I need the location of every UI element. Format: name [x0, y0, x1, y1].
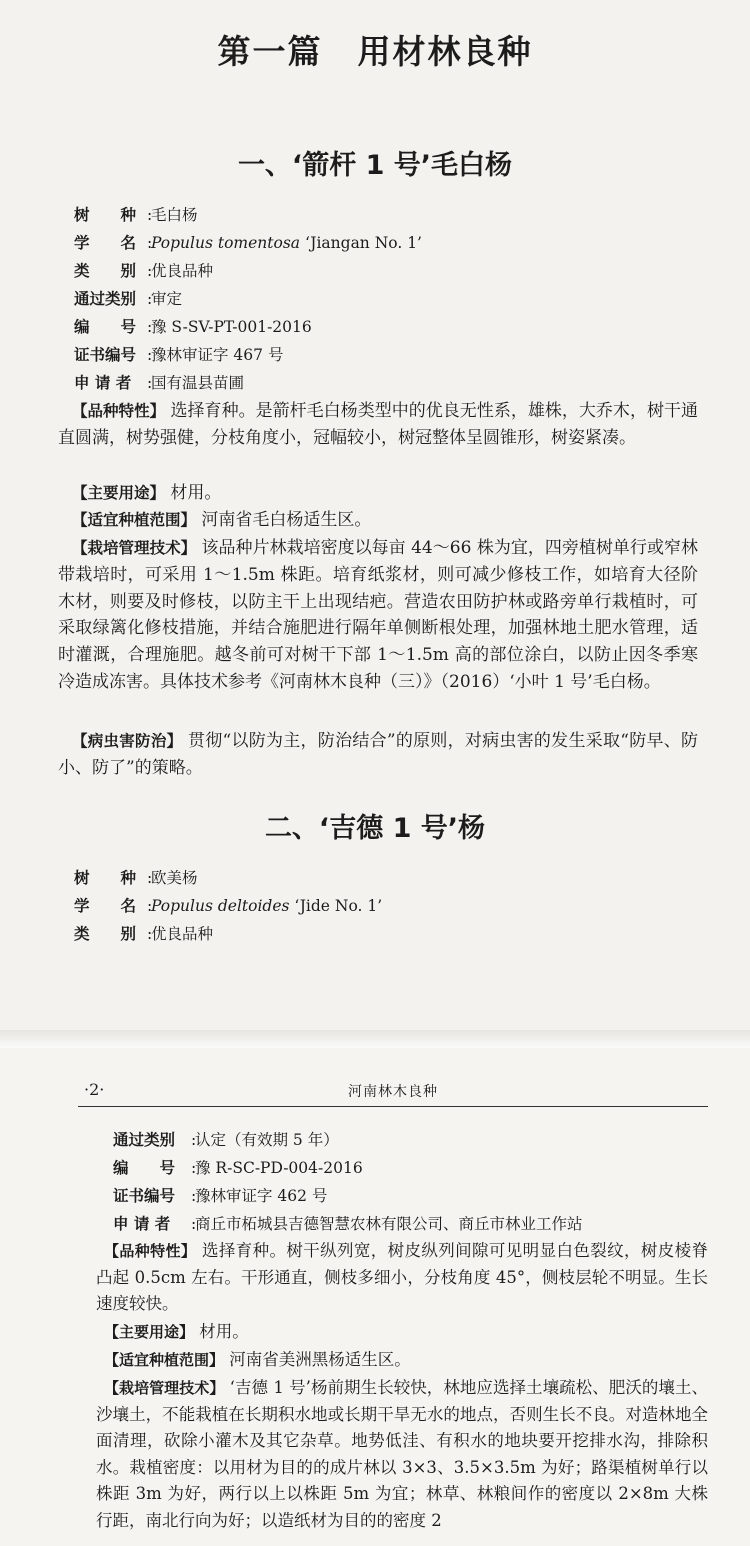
field-certificate: 证书编号 :豫林审证字 467 号	[74, 343, 283, 365]
section-2-title: 二、‘吉德 1 号’杨	[264, 813, 486, 844]
field-scientific-name: 学 名 :Populus tomentosa ‘Jiangan No. 1’	[74, 231, 422, 253]
paragraph-text: 河南省毛白杨适生区。	[201, 510, 372, 530]
paragraph-tag: 【病虫害防治】	[72, 732, 183, 750]
paragraph-characteristics	[58, 398, 698, 452]
page-number: ·2·	[84, 1080, 105, 1099]
field-label: 证书编号	[74, 346, 137, 364]
field-value: ‘Jiangan No. 1’	[304, 234, 422, 252]
paragraph-tag: 【品种特性】	[72, 402, 166, 420]
field-value-italic: Populus deltoides	[151, 897, 290, 915]
paragraph-text: 河南省美洲黑杨适生区。	[229, 1350, 411, 1369]
field-applicant: 申 请 者 :国有温县苗圃	[74, 371, 244, 393]
running-title: 河南林木良种	[348, 1084, 438, 1100]
paragraph-text: 该品种片林栽培密度以每亩 44～66 株为宜，四旁植树单行或窄林带栽培时，可采用 1～1.5m 株距。培育纸浆材，则可减少修枝工作，如培育大径阶木材，则要及时修枝，以防主干上出现结疤。营造农田防护林或路旁单行栽植时，可采取绿篱化修枝措施，并结合施肥进行隔年单侧断根处理，加强林地土肥水管理，适时灌溉，合理施肥。越冬前可对树干下部 1～1.5m 高的部位涂白，以防止因冬季寒冷造成冻害。具体技术参考《河南林木良种（三）》（2016）‘小叶 1 号’毛白杨。	[58, 538, 698, 692]
field-label: 类 别	[74, 925, 137, 943]
field-label: 编 号	[113, 1159, 176, 1177]
paragraph-characteristics	[96, 1238, 708, 1318]
field-approval-type: 通过类别 :审定	[74, 287, 182, 309]
field-value: 认定（有效期 5 年）	[195, 1131, 339, 1149]
field-label: 编 号	[74, 318, 137, 336]
field-applicant: 申 请 者 :商丘市柘城县吉德智慧农林有限公司、商丘市林业工作站	[113, 1212, 583, 1234]
paragraph-planting-range	[58, 507, 698, 534]
paragraph-tag: 【品种特性】	[104, 1242, 197, 1260]
paragraph-pest-control	[58, 728, 698, 782]
field-label: 学 名	[74, 234, 137, 252]
paragraph-text: 材用。	[199, 1322, 249, 1341]
running-header	[78, 1080, 708, 1107]
field-value: 审定	[151, 290, 183, 308]
field-label: 通过类别	[113, 1131, 176, 1149]
field-value-italic: Populus tomentosa	[151, 234, 301, 252]
section-1-title: 一、‘箭杆 1 号’毛白杨	[237, 150, 513, 181]
field-label: 证书编号	[113, 1187, 176, 1205]
paragraph-planting-range	[96, 1347, 708, 1374]
paragraph-tag: 【栽培管理技术】	[104, 1379, 225, 1397]
field-category: 类 别 :优良品种	[74, 259, 213, 281]
field-value: 豫 S-SV-PT-001-2016	[151, 318, 312, 336]
field-value: 欧美杨	[151, 869, 198, 887]
paragraph-text: 选择育种。是箭杆毛白杨类型中的优良无性系，雄株，大乔木，树干通直圆满，树势强健，分枝角度小，冠幅较小，树冠整体呈圆锥形，树姿紧凑。	[58, 401, 698, 448]
field-label: 树 种	[74, 869, 137, 887]
field-value: 优良品种	[151, 925, 214, 943]
paragraph-text: 贯彻“以防为主，防治结合”的原则，对病虫害的发生采取“防早、防小、防了”的策略。	[58, 731, 698, 778]
field-certificate: 证书编号 :豫林审证字 462 号	[113, 1184, 327, 1206]
paragraph-usage	[96, 1319, 708, 1346]
field-label: 树 种	[74, 206, 137, 224]
field-value: 豫 R-SC-PD-004-2016	[195, 1159, 363, 1177]
paragraph-tag: 【适宜种植范围】	[104, 1351, 225, 1369]
paragraph-text: 材用。	[170, 483, 222, 503]
field-approval-type: 通过类别 :认定（有效期 5 年）	[113, 1128, 339, 1150]
field-species-2: 树 种 :欧美杨	[74, 866, 198, 888]
page-bottom	[0, 1048, 750, 1546]
field-label: 申 请 者	[113, 1215, 171, 1233]
field-value: 优良品种	[151, 262, 214, 280]
part-title: 第一篇 用材林良种	[217, 32, 533, 71]
paragraph-cultivation	[96, 1375, 708, 1534]
field-label: 类 别	[74, 262, 137, 280]
paragraph-tag: 【主要用途】	[72, 484, 166, 502]
paragraph-tag: 【栽培管理技术】	[72, 539, 197, 557]
paragraph-usage	[58, 480, 698, 507]
field-value: 豫林审证字 467 号	[151, 346, 284, 364]
paragraph-cultivation	[58, 535, 698, 696]
field-value: 国有温县苗圃	[151, 374, 245, 392]
paragraph-tag: 【主要用途】	[104, 1323, 195, 1341]
field-number: 编 号 :豫 R-SC-PD-004-2016	[113, 1156, 363, 1178]
paragraph-text: ‘吉德 1 号’杨前期生长较快，林地应选择土壤疏松、肥沃的壤土、沙壤土，不能栽植在长期积水地或长期干旱无水的地点，否则生长不良。对造林地全面清理，砍除小灌木及其它杂草。地势低洼、有积水的地块要开挖排水沟，排除积水。栽植密度：以用材为目的的成片林以 3×3、3.5×3.5m 为好；路渠植树单行以株距 3m 为好，两行以上以株距 5m 为宜；林草、林粮间作的密度以 2×8m 大株行距，南北行向为好；以造纸材为目的的密度 2	[96, 1378, 708, 1530]
field-category-2: 类 别 :优良品种	[74, 922, 213, 944]
field-value: ‘Jide No. 1’	[294, 897, 383, 915]
paragraph-tag: 【适宜种植范围】	[72, 511, 197, 529]
field-value: 豫林审证字 462 号	[195, 1187, 328, 1205]
field-label: 申 请 者	[74, 374, 132, 392]
page-gap	[0, 1030, 750, 1048]
field-label: 学 名	[74, 897, 137, 915]
field-value: 商丘市柘城县吉德智慧农林有限公司、商丘市林业工作站	[195, 1215, 583, 1233]
field-label: 通过类别	[74, 290, 137, 308]
field-number: 编 号 :豫 S-SV-PT-001-2016	[74, 315, 312, 337]
field-value: 毛白杨	[151, 206, 198, 224]
field-scientific-name-2: 学 名 :Populus deltoides ‘Jide No. 1’	[74, 894, 382, 916]
field-species: 树 种 :毛白杨	[74, 203, 198, 225]
paragraph-text: 选择育种。树干纵列宽，树皮纵列间隙可见明显白色裂纹，树皮棱脊凸起 0.5cm 左右。干形通直，侧枝多细小，分枝角度 45°，侧枝层轮不明显。生长速度较快。	[96, 1241, 709, 1313]
